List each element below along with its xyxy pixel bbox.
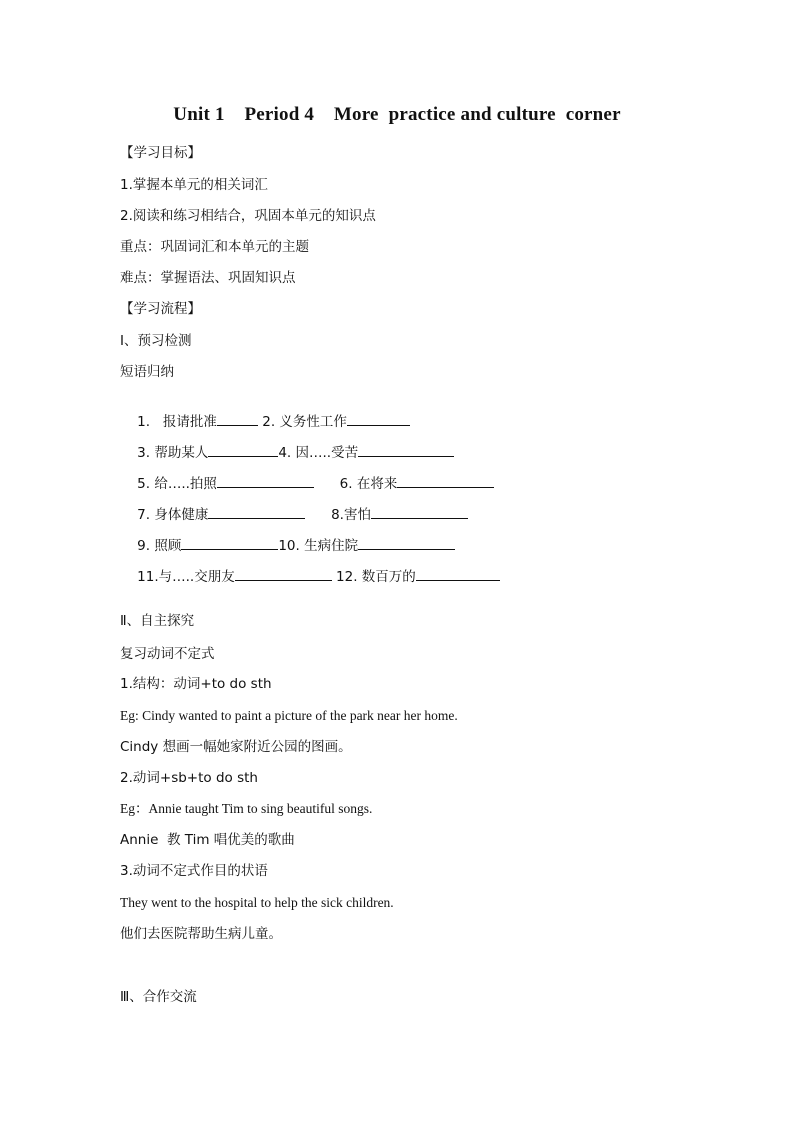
- part-1-heading: Ⅰ、预习检测: [120, 333, 192, 349]
- example-2-english: Eg：Annie taught Tim to sing beautiful songs.: [120, 801, 373, 816]
- objectives-header: 【学习目标】: [120, 145, 201, 161]
- answer-blank-11[interactable]: [235, 568, 332, 581]
- grammar-structure-1: 1.结构：动词+to do sth: [120, 676, 272, 692]
- phrase-row-6: [120, 550, 500, 604]
- answer-blank-5[interactable]: [217, 475, 314, 488]
- phrase-5: 5. 给…..拍照: [137, 476, 217, 492]
- phrase-2: 2. 义务性工作: [257, 414, 347, 430]
- phrase-4: 4. 因…..受苦: [278, 445, 359, 461]
- example-1-english: Eg: Cindy wanted to paint a picture of the park near her home.: [120, 708, 458, 723]
- phrase-3: 3. 帮助某人: [137, 445, 209, 461]
- example-1-chinese: Cindy 想画一幅她家附近公园的图画。: [120, 739, 352, 755]
- answer-blank-10[interactable]: [358, 537, 455, 550]
- example-2-chinese: Annie 教 Tim 唱优美的歌曲: [120, 832, 295, 848]
- answer-blank-3[interactable]: [208, 444, 278, 457]
- phrase-12: 12. 数百万的: [331, 569, 416, 585]
- phrase-1: 1. 报请批准: [137, 414, 217, 430]
- answer-blank-9[interactable]: [181, 537, 278, 550]
- objective-2: 2.阅读和练习相结合，巩固本单元的知识点: [120, 208, 376, 224]
- grammar-structure-2: 2.动词+sb+to do sth: [120, 770, 258, 786]
- objective-1: 1.掌握本单元的相关词汇: [120, 177, 268, 193]
- answer-blank-12[interactable]: [416, 568, 500, 581]
- example-3-chinese: 他们去医院帮助生病儿童。: [120, 926, 282, 942]
- example-3-english: They went to the hospital to help the sick children.: [120, 895, 394, 910]
- answer-blank-1[interactable]: [217, 413, 258, 426]
- answer-blank-4[interactable]: [358, 444, 454, 457]
- phrase-9: 9. 照顾: [137, 538, 182, 554]
- phrases-title: 短语归纳: [120, 364, 174, 380]
- phrase-7: 7. 身体健康: [137, 507, 209, 523]
- answer-blank-2[interactable]: [347, 413, 410, 426]
- process-header: 【学习流程】: [120, 301, 201, 317]
- part-2-heading: Ⅱ、自主探究: [120, 613, 195, 629]
- key-point: 重点：巩固词汇和本单元的主题: [120, 239, 309, 255]
- part-3-heading: Ⅲ、合作交流: [120, 989, 197, 1005]
- phrase-8: 8.害怕: [305, 507, 371, 523]
- page-title: Unit 1 Period 4 More practice and culture corner: [173, 104, 621, 125]
- phrase-6: 6. 在将来: [313, 476, 398, 492]
- difficulty-point: 难点：掌握语法、巩固知识点: [120, 270, 296, 286]
- answer-blank-8[interactable]: [371, 506, 468, 519]
- phrase-10: 10. 生病住院: [278, 538, 359, 554]
- answer-blank-7[interactable]: [208, 506, 305, 519]
- answer-blank-6[interactable]: [397, 475, 494, 488]
- review-title: 复习动词不定式: [120, 646, 215, 662]
- phrase-11: 11.与…..交朋友: [137, 569, 235, 585]
- grammar-structure-3: 3.动词不定式作目的状语: [120, 863, 268, 879]
